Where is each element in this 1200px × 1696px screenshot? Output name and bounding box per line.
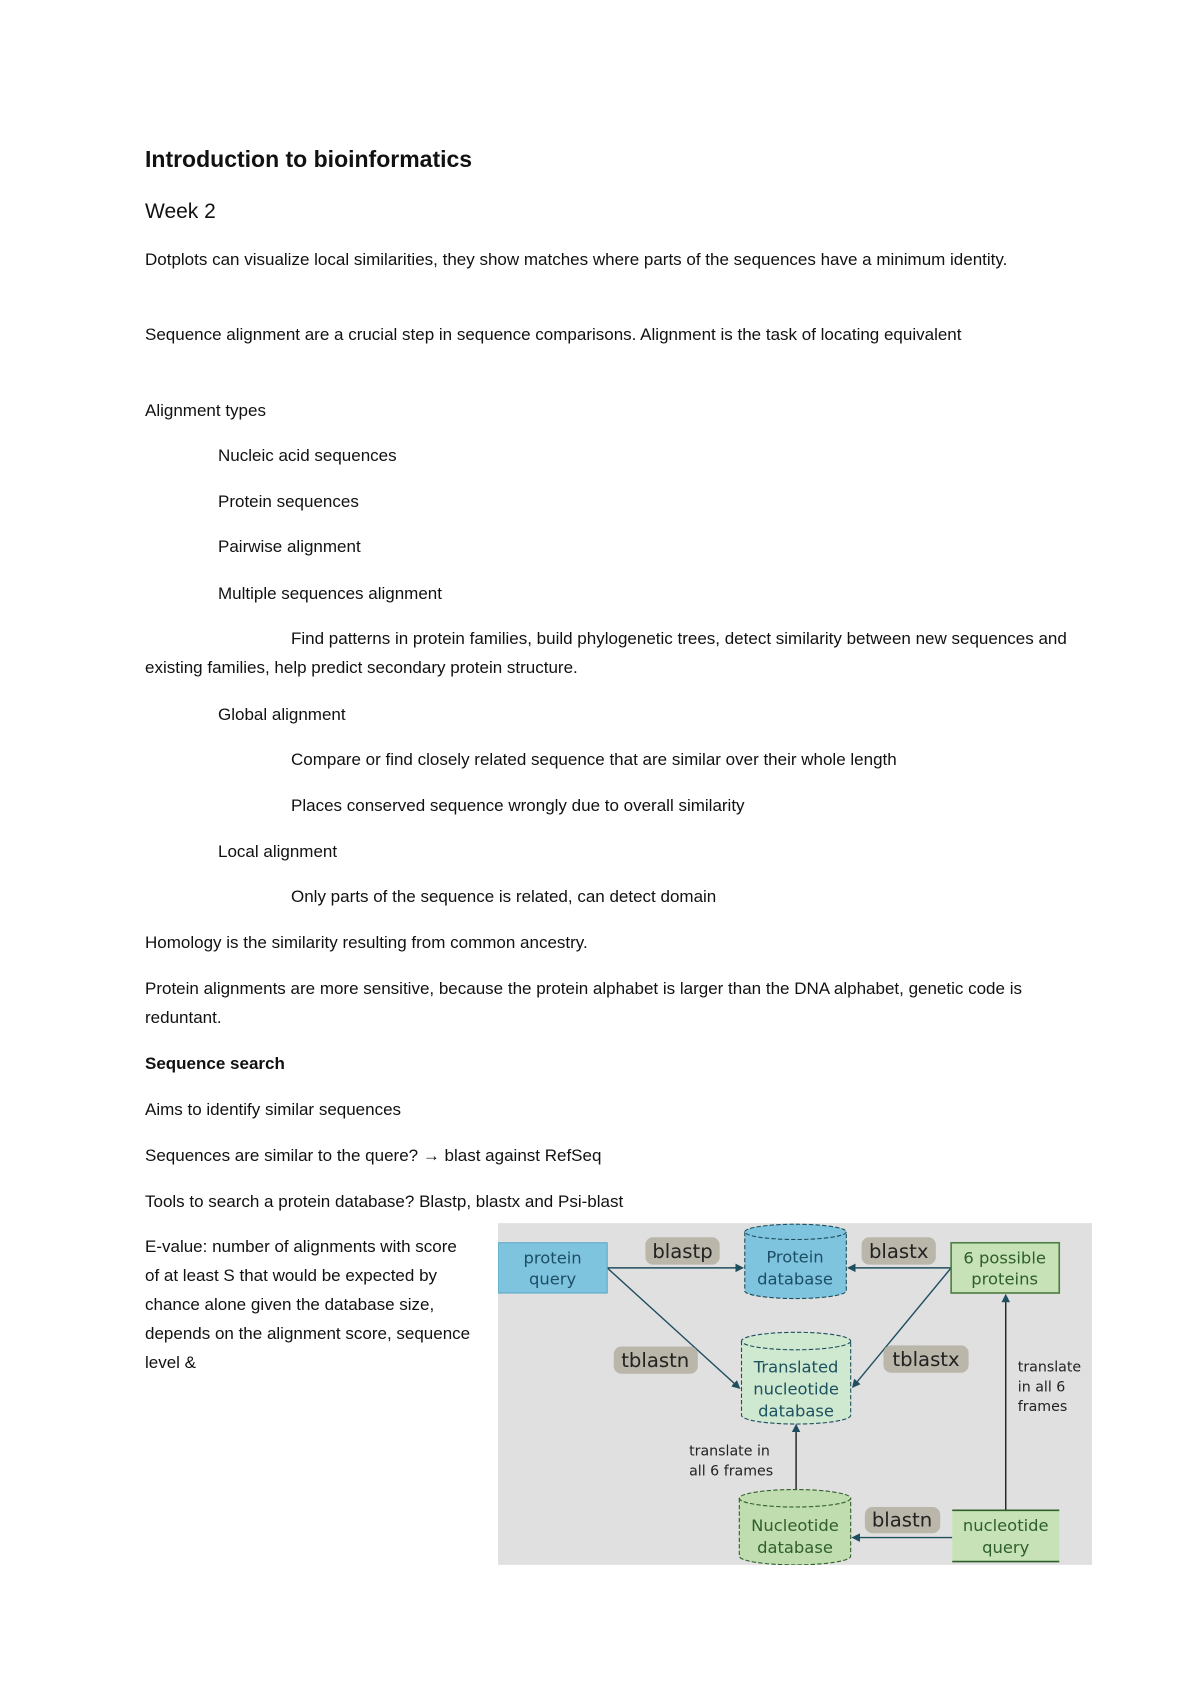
paragraph-evalue: E-value: number of alignments with score of at least S that would be expected by chance alone given the database size, depends on the alignment score, sequence level & [145, 1237, 471, 1372]
translate-right-label: in all 6 [1017, 1379, 1066, 1396]
nucleotide-database-label: Nucleotide [751, 1516, 839, 1536]
blast-diagram-svg [498, 1223, 1092, 1565]
translated-database-label: database [758, 1401, 835, 1421]
tblastx-label: tblastx [892, 1348, 960, 1372]
translated-database-label: Translated [753, 1357, 839, 1377]
paragraph-protein-alignments: Protein alignments are more sensitive, because the protein alphabet is larger than the DNA alphabet, genetic code is reduntant. [145, 979, 1022, 1027]
protein-query-label: query [528, 1269, 577, 1289]
item-local: Local alignment [218, 842, 338, 861]
translate-mid-label: translate in [689, 1443, 770, 1460]
protein-query-box [498, 1243, 607, 1293]
week-subtitle: Week 2 [145, 200, 216, 223]
nucleotide-database-label: database [757, 1537, 833, 1557]
multiple-description: Find patterns in protein families, build phylogenetic trees, detect similarity between new sequences and existing families, help predict secondary protein structure. [145, 629, 1067, 677]
paragraph-similar: Sequences are similar to the quere? → blast against RefSeq [145, 1146, 602, 1165]
nucleotide-query-label: query [982, 1537, 1030, 1557]
paragraph-dotplots: Dotplots can visualize local similarities, they show matches where parts of the sequences have a minimum identity. [145, 250, 1008, 269]
protein-query-label: protein [523, 1248, 582, 1268]
paragraph-homology: Homology is the similarity resulting from common ancestry. [145, 933, 588, 952]
item-pairwise: Pairwise alignment [218, 537, 361, 556]
page-title: Introduction to bioinformatics [145, 146, 473, 172]
paragraph-alignment: Sequence alignment are a crucial step in sequence comparisons. Alignment is the task of locating equivalent [145, 325, 962, 344]
blast-diagram [498, 1223, 1092, 1565]
protein-database-cylinder [745, 1224, 847, 1298]
protein-database-label: database [757, 1269, 833, 1289]
blastn-label: blastn [871, 1508, 933, 1532]
blastx-label: blastx [868, 1240, 929, 1264]
six-proteins-label: proteins [971, 1269, 1038, 1289]
nucleotide-database-cylinder [739, 1490, 850, 1565]
global-description-2: Places conserved sequence wrongly due to overall similarity [291, 796, 745, 815]
translated-database-label: nucleotide [753, 1379, 839, 1399]
item-nucleic: Nucleic acid sequences [218, 446, 397, 465]
local-description: Only parts of the sequence is related, can detect domain [291, 887, 717, 906]
global-description-1: Compare or find closely related sequence that are similar over their whole length [291, 750, 897, 769]
item-multiple: Multiple sequences alignment [218, 584, 442, 603]
tblastn-label: tblastn [621, 1349, 690, 1373]
six-proteins-label: 6 possible [963, 1248, 1046, 1268]
paragraph-tools: Tools to search a protein database? Blastp, blastx and Psi-blast [145, 1192, 624, 1211]
item-global: Global alignment [218, 705, 346, 724]
blastp-label: blastp [652, 1240, 713, 1264]
paragraph-types: Alignment types [145, 401, 266, 420]
item-protein: Protein sequences [218, 492, 359, 511]
translate-right-label: frames [1017, 1398, 1068, 1415]
six-proteins-box [951, 1243, 1059, 1293]
paragraph-aims: Aims to identify similar sequences [145, 1100, 402, 1119]
translate-mid-label: all 6 frames [689, 1463, 774, 1480]
nucleotide-query-label: nucleotide [962, 1516, 1049, 1536]
nucleotide-query-box [952, 1510, 1059, 1561]
translated-database-cylinder [741, 1332, 850, 1424]
section-heading-sequence-search: Sequence search [145, 1054, 285, 1073]
protein-database-label: Protein [766, 1247, 824, 1267]
translate-right-label: translate [1017, 1359, 1082, 1376]
